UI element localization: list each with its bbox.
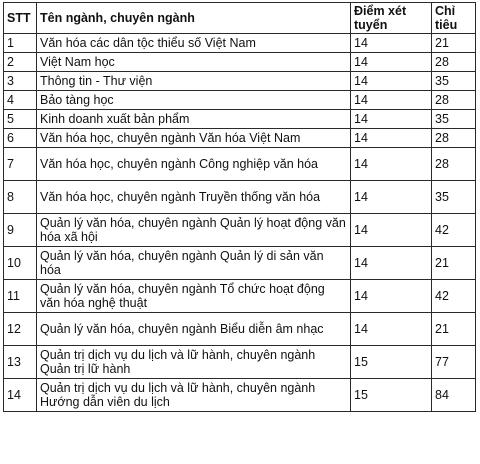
cell-quota: 35 [432,72,476,91]
cell-quota: 21 [432,247,476,280]
table-row [4,247,476,280]
table-row [4,148,476,181]
cell-stt: 9 [4,214,37,247]
cell-name: Bảo tàng học [37,91,351,110]
cell-score: 14 [351,247,432,280]
cell-quota: 77 [432,346,476,379]
cell-stt: 2 [4,53,37,72]
cell-score: 14 [351,91,432,110]
cell-name: Quản trị dịch vụ du lịch và lữ hành, chuyên ngành Hướng dẫn viên du lịch [37,379,351,412]
cell-score: 14 [351,181,432,214]
cell-stt: 12 [4,313,37,346]
cell-score: 15 [351,346,432,379]
cell-score: 14 [351,280,432,313]
cell-score: 14 [351,148,432,181]
table-row [4,181,476,214]
cell-name: Quản lý văn hóa, chuyên ngành Tổ chức hoạt động văn hóa nghệ thuật [37,280,351,313]
cell-quota: 28 [432,129,476,148]
admission-table [3,2,476,412]
cell-quota: 21 [432,34,476,53]
cell-quota: 28 [432,148,476,181]
cell-score: 14 [351,313,432,346]
cell-quota: 35 [432,181,476,214]
table-row [4,280,476,313]
cell-quota: 35 [432,110,476,129]
cell-name: Văn hóa học, chuyên ngành Truyền thống văn hóa [37,181,351,214]
cell-score: 14 [351,72,432,91]
cell-score: 14 [351,214,432,247]
cell-stt: 3 [4,72,37,91]
header-score: Điểm xét tuyển [351,3,432,34]
cell-name: Việt Nam học [37,53,351,72]
cell-quota: 84 [432,379,476,412]
cell-score: 14 [351,110,432,129]
cell-stt: 11 [4,280,37,313]
table-row [4,346,476,379]
table-row [4,379,476,412]
cell-stt: 14 [4,379,37,412]
cell-stt: 7 [4,148,37,181]
cell-quota: 42 [432,280,476,313]
admission-table-container [3,2,476,412]
table-row [4,53,476,72]
cell-name: Văn hóa học, chuyên ngành Văn hóa Việt Nam [37,129,351,148]
cell-quota: 21 [432,313,476,346]
header-stt: STT [4,3,37,34]
cell-stt: 10 [4,247,37,280]
cell-stt: 6 [4,129,37,148]
table-row [4,129,476,148]
cell-name: Quản trị dịch vụ du lịch và lữ hành, chuyên ngành Quản trị lữ hành [37,346,351,379]
table-row [4,214,476,247]
cell-name: Quản lý văn hóa, chuyên ngành Quản lý hoạt động văn hóa xã hội [37,214,351,247]
cell-name: Văn hóa học, chuyên ngành Công nghiệp văn hóa [37,148,351,181]
cell-stt: 13 [4,346,37,379]
table-row [4,91,476,110]
cell-score: 15 [351,379,432,412]
cell-score: 14 [351,129,432,148]
cell-name: Văn hóa các dân tộc thiểu số Việt Nam [37,34,351,53]
cell-score: 14 [351,53,432,72]
cell-quota: 42 [432,214,476,247]
cell-stt: 4 [4,91,37,110]
header-quota: Chỉ tiêu [432,3,476,34]
table-row [4,34,476,53]
cell-stt: 8 [4,181,37,214]
cell-name: Thông tin - Thư viện [37,72,351,91]
table-header-row [4,3,476,34]
cell-quota: 28 [432,91,476,110]
table-row [4,72,476,91]
cell-score: 14 [351,34,432,53]
cell-stt: 5 [4,110,37,129]
cell-name: Quản lý văn hóa, chuyên ngành Quản lý di sản văn hóa [37,247,351,280]
cell-name: Kinh doanh xuất bản phẩm [37,110,351,129]
cell-stt: 1 [4,34,37,53]
cell-name: Quản lý văn hóa, chuyên ngành Biểu diễn âm nhạc [37,313,351,346]
table-row [4,313,476,346]
header-name: Tên ngành, chuyên ngành [37,3,351,34]
table-row [4,110,476,129]
cell-quota: 28 [432,53,476,72]
